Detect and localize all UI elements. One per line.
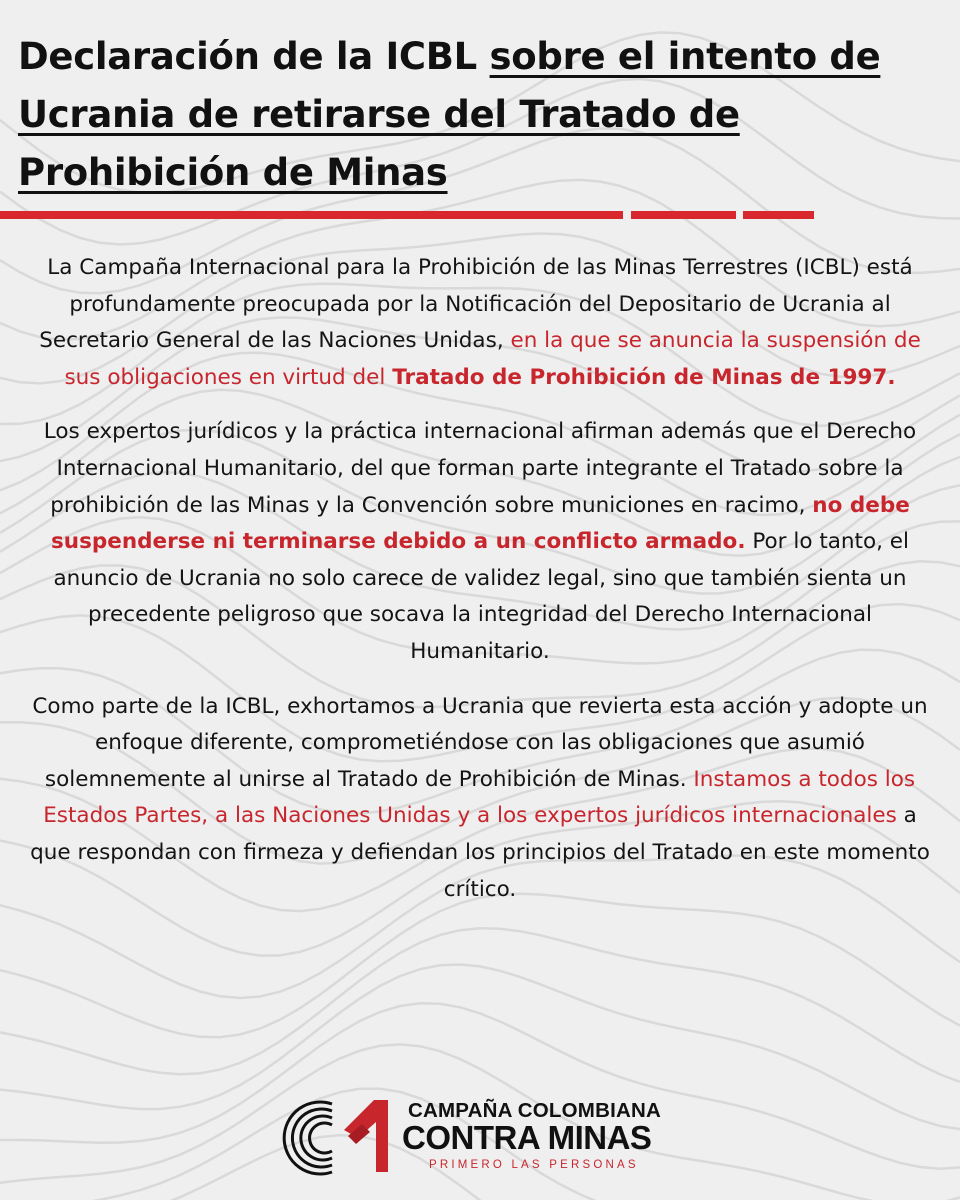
- p3-text: Como parte de la ICBL, exhortamos a Ucrania que revierta esta acción y adopte un enfoque diferente, comprometiéndose con las obligaciones que asumió solemnemente al unirse al Tratado de Prohibición de Minas.: [32, 693, 928, 792]
- red-divider-segment-2: [631, 211, 736, 219]
- paragraph-2: [22, 414, 938, 670]
- ccm-logo-icon: [282, 1092, 402, 1180]
- p1-text: La Campaña Internacional para la Prohibición de las Minas Terrestres (ICBL) está profundamente preocupada por la Notificación del Depositario de Ucrania al Secretario General de las Naciones Unidas,: [39, 255, 913, 354]
- logo-title-line-2: CONTRA MINAS: [402, 1119, 652, 1156]
- p3-text-2: a que respondan con firmeza y defiendan los principios del Tratado en este momento crítico.: [30, 803, 930, 902]
- red-divider-segment-1: [0, 211, 623, 219]
- background-wave-line: [0, 928, 960, 1082]
- page-title: [18, 28, 918, 202]
- title-underlined: sobre el intento de Ucrania de retirarse del Tratado de Prohibición de Minas: [18, 35, 881, 194]
- p3-red-text: Instamos a todos los Estados Partes, a las Naciones Unidas y a los expertos jurídicos internacionales: [43, 766, 916, 829]
- p2-text: Los expertos jurídicos y la práctica internacional afirman además que el Derecho Internacional Humanitario, del que forman parte integrante el Tratado sobre la prohibición de las Minas y la Convención sobre municiones en racimo,: [43, 419, 917, 518]
- paragraph-1: [22, 250, 938, 396]
- logo-tagline: PRIMERO LAS PERSONAS: [429, 1159, 639, 1171]
- p2-red-bold-text: no debe suspenderse ni terminarse debido a un conflicto armado.: [50, 492, 910, 555]
- p1-red-text: en la que se anuncia la suspensión de sus obligaciones en virtud del: [64, 328, 921, 390]
- logo-title-line-1: CAMPAÑA COLOMBIANA: [408, 1099, 661, 1122]
- p1-red-bold-text: Tratado de Prohibición de Minas de 1997.: [392, 364, 896, 390]
- statement-body: [22, 250, 938, 926]
- paragraph-3: [22, 689, 938, 909]
- red-divider-segment-3: [743, 211, 814, 219]
- campaign-logo: [282, 1092, 682, 1180]
- title-plain: Declaración de la ICBL: [18, 35, 490, 78]
- p2-text-2: Por lo tanto, el anuncio de Ucrania no solo carece de validez legal, sino que también sienta un precedente peligroso que socava la integridad del Derecho Internacional Humanitario.: [53, 529, 910, 664]
